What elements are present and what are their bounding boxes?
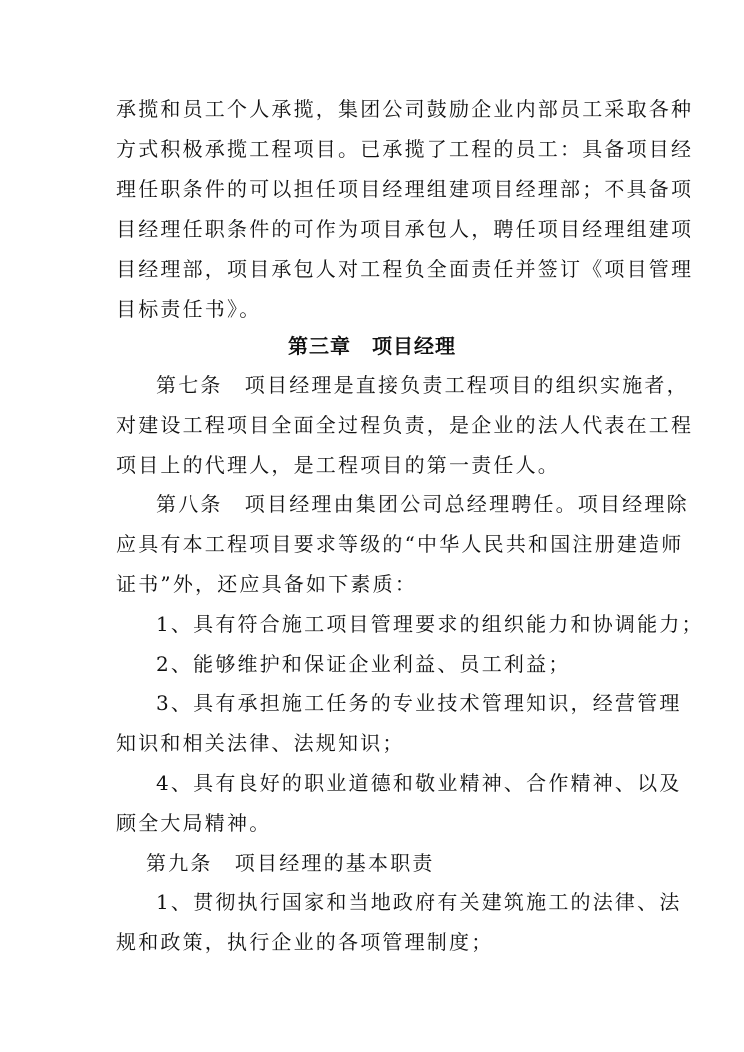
article-8-line: 第八条 项目经理由集团公司总经理聘任。项目经理除 <box>156 492 689 516</box>
article-8-line: 应具有本工程项目要求等级的“中华人民共和国注册建造师 <box>116 532 684 556</box>
article-7-line: 项目上的代理人，是工程项目的第一责任人。 <box>116 453 560 477</box>
quality-item-continued: 知识和相关法律、法规知识； <box>116 731 405 755</box>
article-8-line: 证书”外，还应具备如下素质： <box>116 572 418 596</box>
chapter-title: 第三章 项目经理 <box>288 334 456 358</box>
paragraph-line: 承揽和员工个人承揽，集团公司鼓励企业内部员工采取各种 <box>116 97 694 121</box>
paragraph-line: 目经理任职条件的可作为项目承包人，聘任项目经理组建项 <box>116 217 694 241</box>
quality-item: 1、具有符合施工项目管理要求的组织能力和协调能力； <box>156 612 704 636</box>
quality-item: 2、能够维护和保证企业利益、员工利益； <box>156 652 571 676</box>
quality-item-continued: 顾全大局精神。 <box>116 811 272 835</box>
quality-item: 3、具有承担施工任务的专业技术管理知识，经营管理 <box>156 691 682 715</box>
paragraph-line: 目标责任书》。 <box>116 297 262 321</box>
duty-item-continued: 规和政策，执行企业的各项管理制度； <box>116 930 494 954</box>
paragraph-line: 理任职条件的可以担任项目经理组建项目经理部；不具备项 <box>116 177 694 201</box>
paragraph-line: 目经理部，项目承包人对工程负全面责任并签订《项目管理 <box>116 257 694 281</box>
article-7-line: 第七条 项目经理是直接负责工程项目的组织实施者， <box>156 373 689 397</box>
paragraph-line: 方式积极承揽工程项目。已承揽了工程的员工：具备项目经 <box>116 137 694 161</box>
article-9-title: 第九条 项目经理的基本职责 <box>146 851 435 875</box>
article-7-line: 对建设工程项目全面全过程负责，是企业的法人代表在工程 <box>116 413 694 437</box>
duty-item: 1、贯彻执行国家和当地政府有关建筑施工的法律、法 <box>156 890 682 914</box>
quality-item: 4、具有良好的职业道德和敬业精神、合作精神、以及 <box>156 771 682 795</box>
